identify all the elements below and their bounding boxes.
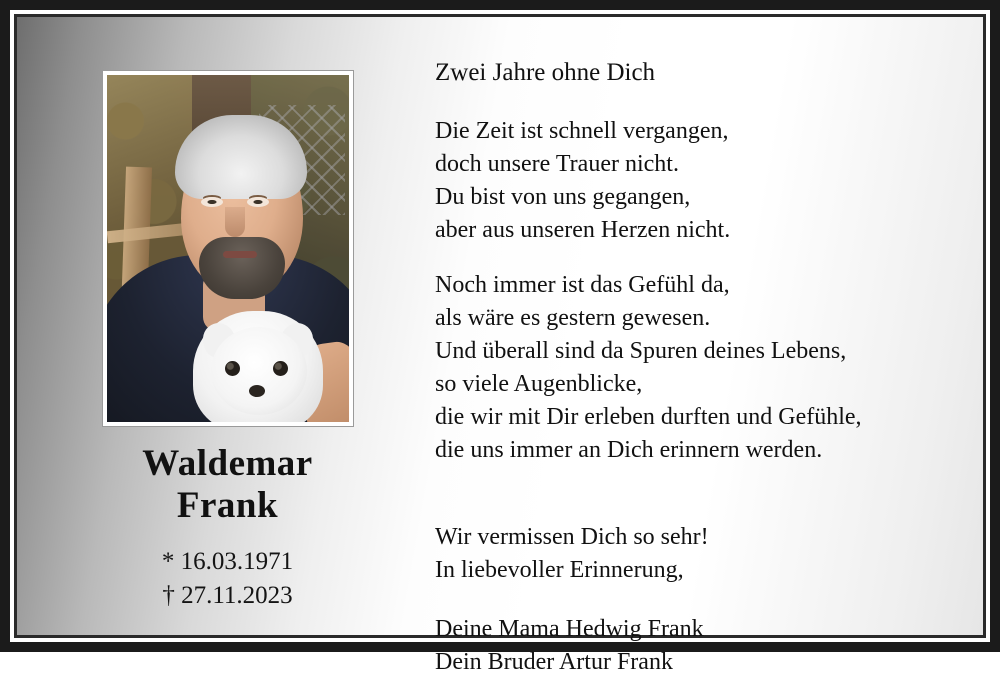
photo-nose (225, 207, 245, 237)
left-column (35, 35, 420, 617)
deceased-name-block (35, 443, 420, 613)
right-column (435, 57, 980, 679)
photo-mouth (223, 251, 257, 258)
verse-line: Noch immer ist das Gefühl da, (435, 272, 730, 298)
verse-line: Und überall sind da Spuren deines Lebens, (435, 338, 847, 364)
photo-eye-right (247, 197, 269, 207)
portrait-frame (103, 71, 353, 426)
death-date: † 27.11.2023 (162, 582, 293, 609)
photo-eye-left (201, 197, 223, 207)
photo-beard (199, 237, 285, 299)
signature-line: Deine Mama Hedwig Frank (435, 616, 704, 642)
card-inner-frame (14, 14, 986, 675)
verse-stanza-1 (435, 115, 980, 247)
verse-line: so viele Augenblicke, (435, 371, 643, 397)
signature-line: Dein Bruder Artur Frank (435, 649, 673, 675)
verse-line: doch unsere Trauer nicht. (435, 151, 679, 177)
portrait-photo (107, 75, 349, 422)
card-body (35, 35, 965, 675)
closing-message (435, 521, 980, 587)
deceased-first-name: Waldemar (142, 443, 313, 484)
verse-line: aber aus unseren Herzen nicht. (435, 217, 731, 243)
verse-line: Die Zeit ist schnell vergangen, (435, 118, 729, 144)
closing-line: Wir vermissen Dich so sehr! (435, 524, 709, 550)
verse-line: Du bist von uns gegangen, (435, 184, 691, 210)
deceased-last-name: Frank (176, 485, 279, 526)
photo-dog-eye-right (273, 361, 288, 376)
verse-line: die wir mit Dir erleben durften und Gefühle, (435, 404, 862, 430)
photo-dog-nose (249, 385, 265, 397)
headline: Zwei Jahre ohne Dich (435, 59, 656, 86)
photo-dog-eye-left (225, 361, 240, 376)
verse-line: die uns immer an Dich erinnern werden. (435, 437, 823, 463)
deceased-dates (35, 545, 420, 613)
verse-stanza-2 (435, 269, 980, 467)
signature-block (435, 613, 980, 679)
verse-line: als wäre es gestern gewesen. (435, 305, 711, 331)
birth-date: * 16.03.1971 (161, 548, 294, 575)
closing-line: In liebevoller Erinnerung, (435, 557, 684, 583)
